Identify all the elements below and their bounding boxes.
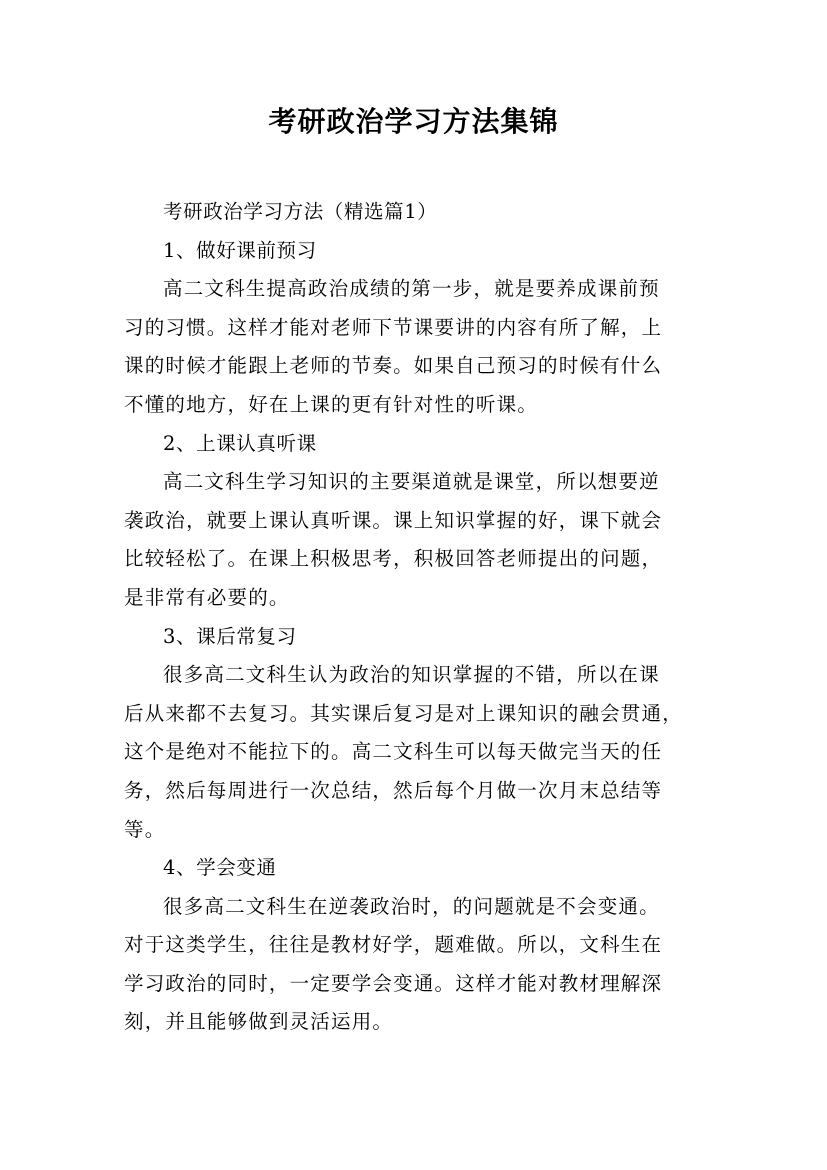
subsection-heading: 3、课后常复习 bbox=[163, 624, 297, 648]
document-title: 考研政治学习方法集锦 bbox=[268, 105, 559, 138]
document-body bbox=[124, 193, 708, 1042]
body-paragraph: 高二文科生提高政治成绩的第一步，就是要养成课前预 习的习惯。这样才能对老师下节课要讲的内容有所了解，上 课的时候才能跟上老师的节奏。如果自己预习的时候有什么 不懂的地方，好在上课的更有针对性的听课。 bbox=[124, 277, 663, 416]
body-paragraph: 很多高二文科生认为政治的知识掌握的不错，所以在课 后从来都不去复习。其实课后复习是对上课知识的融会贯通， 这个是绝对不能拉下的。高二文科生可以每天做完当天的任 务，然后每周进行一次总结，然后每个月做一次月末总结等 等。 bbox=[124, 663, 683, 841]
section-heading: 考研政治学习方法（精选篇1） bbox=[163, 200, 438, 223]
subsection-heading: 4、学会变通 bbox=[163, 856, 277, 880]
subsection-heading: 1、做好课前预习 bbox=[163, 238, 317, 262]
subsection-heading: 2、上课认真听课 bbox=[163, 431, 317, 455]
body-paragraph: 高二文科生学习知识的主要渠道就是课堂，所以想要逆 袭政治，就要上课认真听课。课上知识掌握的好，课下就会 比较轻松了。在课上积极思考，积极回答老师提出的问题， 是非常有必要的。 bbox=[124, 470, 663, 609]
body-paragraph: 很多高二文科生在逆袭政治时，的问题就是不会变通。 对于这类学生，往往是教材好学，题难做。所以，文科生在 学习政治的同时，一定要学会变通。这样才能对教材理解深 刻，并且能够做到灵活运用。 bbox=[124, 894, 663, 1034]
